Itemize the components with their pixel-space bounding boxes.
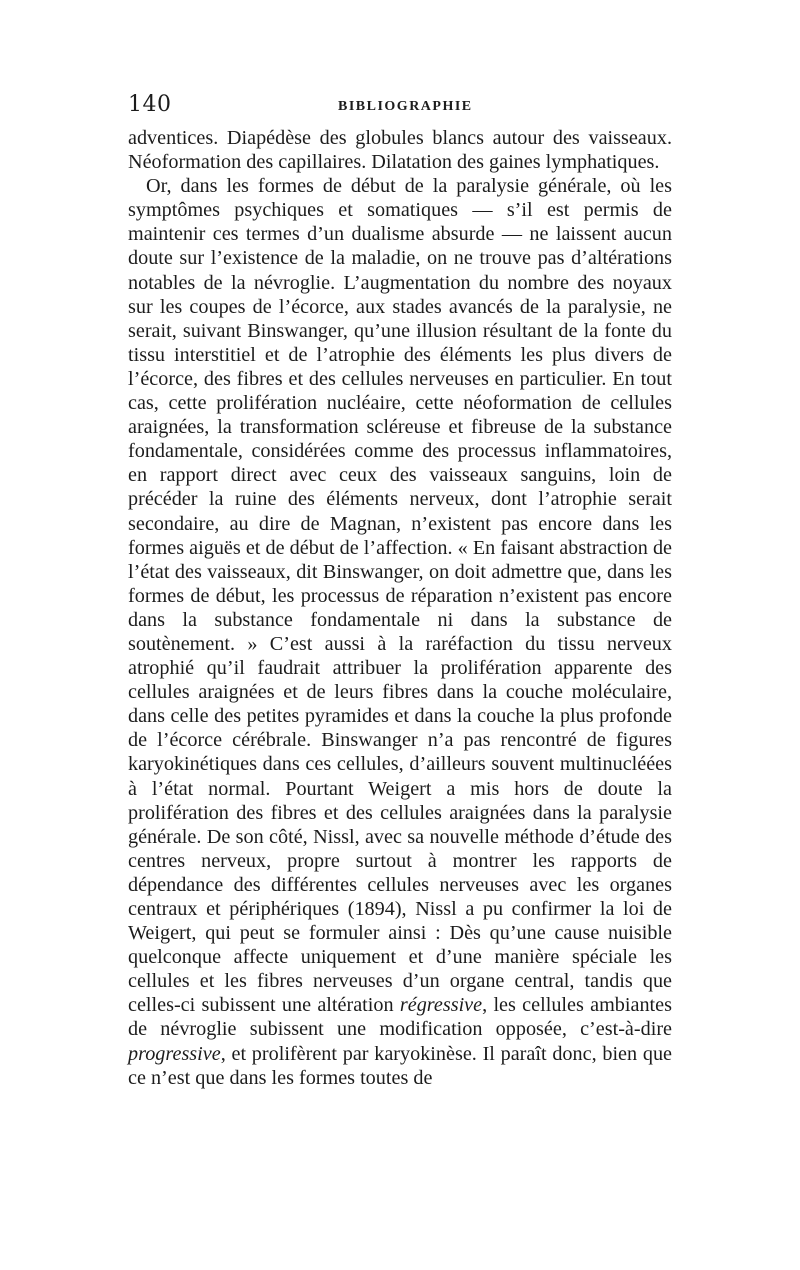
running-title: BIBLIOGRAPHIE — [338, 99, 473, 114]
page-number: 140 — [128, 92, 172, 117]
italic-term-progressive: progressive — [128, 1042, 221, 1065]
paragraph-main-text-c: , et prolifèrent par karyokinèse. Il paraît donc, bien que ce n’est que dans les formes toutes de — [128, 1042, 672, 1089]
paragraph-main-text-b: , les cellules ambiantes de névroglie subissent une modification opposée, c’est-à-dire — [128, 994, 672, 1041]
body-text — [128, 126, 672, 1090]
italic-term-regressive: régressive — [399, 994, 483, 1017]
paragraph-main-text-a: Or, dans les formes de début de la paralysie générale, où les symptômes psychiques et somatiques — s’il est permis de maintenir ces termes d’un dualisme absurde — ne laissent aucun doute sur l’existence de la maladie, on ne trouve pas d’altérations notables de la névroglie. L’augmentation du nombre des noyaux sur les coupes de l’écorce, aux stades avancés de la paralysie, ne serait, suivant Binswanger, qu’une illusion résultant de la fonte du tissu interstitiel et de l’atrophie des éléments les plus divers de l’écorce, des fibres et des cellules nerveuses en particulier. En tout cas, cette prolifération nucléaire, cette néoformation de cellules araignées, la transformation scléreuse et fibreuse de la substance fondamentale, considérées comme des processus inflammatoires, en rapport direct avec ceux des vaisseaux sanguins, loin de précéder la ruine des éléments nerveux, dont l’atrophie serait secondaire, au dire de Magnan, n’existent pas encore dans les formes aiguës et de début de l’affection. « En faisant abstraction de l’état des vaisseaux, dit Binswanger, on doit admettre que, dans les formes de début, les processus de réparation n’existent pas encore dans la substance fondamentale ni dans la substance de soutènement. » C’est aussi à la raréfaction du tissu nerveux atrophié qu’il faudrait attribuer la prolifération apparente des cellules araignées et de leurs fibres dans la couche moléculaire, dans celle des petites pyramides et dans la couche la plus profonde de l’écorce cérébrale. Binswanger n’a pas rencontré de figures karyokinétiques dans ces cellules, d’ailleurs souvent multinucléées à l’état normal. Pourtant Weigert a mis hors de doute la prolifération des fibres et des cellules araignées dans la paralysie générale. De son côté, Nissl, avec sa nouvelle méthode d’étude des centres nerveux, propre surtout à montrer les rapports de dépendance des différentes cellules nerveuses avec les organes centraux et périphériques (1894), Nissl a pu confirmer la loi de Weigert, qui peut se formuler ainsi : Dès qu’une cause nuisible quelconque affecte uniquement et d’une manière spéciale les cellules et les fibres nerveuses d’un organe central, tandis que celles-ci subissent une altération — [128, 175, 672, 1017]
running-head — [128, 92, 672, 122]
paragraph-continued: adventices. Diapédèse des globules blancs autour des vaisseaux. Néoformation des capillaires. Dilatation des gaines lymphatiques. — [128, 127, 672, 174]
paragraph-main — [128, 174, 672, 1090]
